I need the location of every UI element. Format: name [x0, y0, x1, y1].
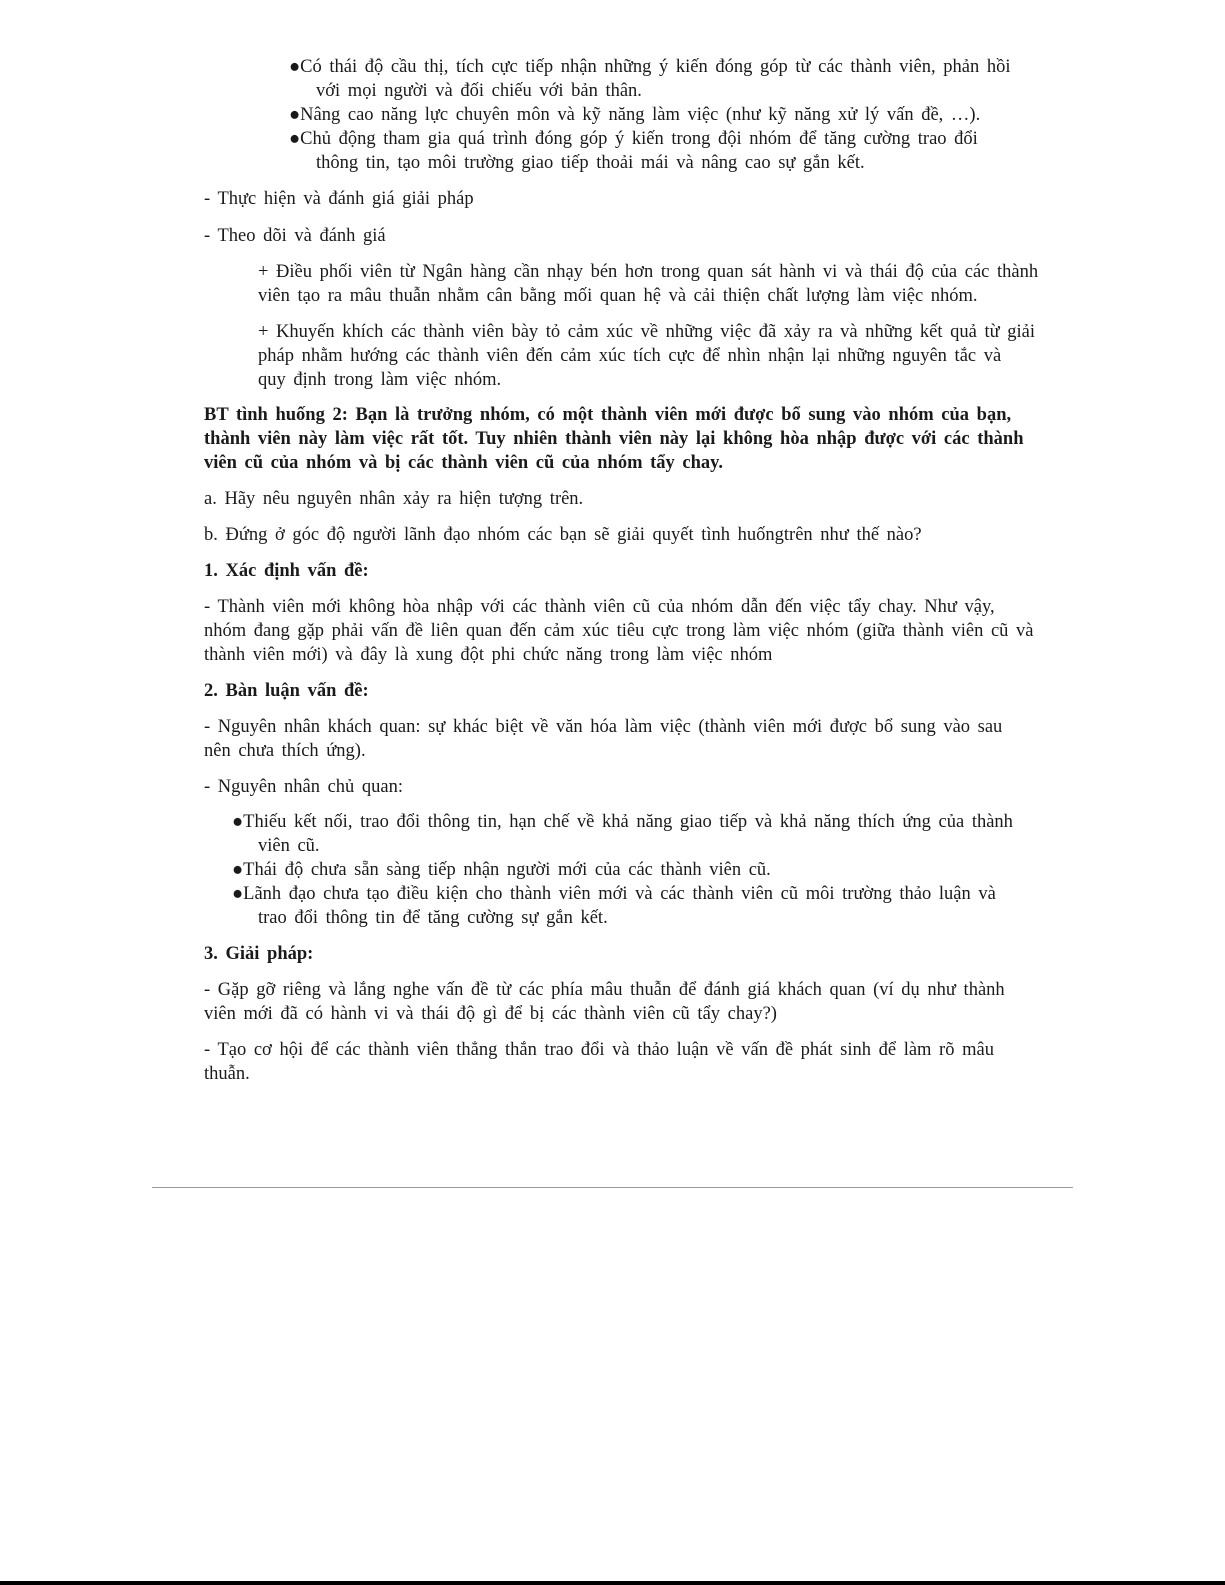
text-line: ●Nâng cao năng lực chuyên môn và kỹ năng làm việc (như kỹ năng xử lý vấn đề, …). [289, 105, 981, 125]
text-line: ●Chủ động tham gia quá trình đóng góp ý kiến trong đội nhóm để tăng cường trao đổi [289, 129, 978, 149]
text-line: - Tạo cơ hội để các thành viên thẳng thắn trao đổi và thảo luận về vấn đề phát sinh để làm rõ mâu [204, 1040, 994, 1060]
text-line: nên chưa thích ứng). [204, 741, 366, 761]
text-line: với mọi người và đối chiếu với bản thân. [316, 81, 642, 101]
text-line: - Theo dõi và đánh giá [204, 226, 386, 246]
text-line: ●Thái độ chưa sẵn sàng tiếp nhận người mới của các thành viên cũ. [232, 860, 771, 880]
section-heading: 2. Bàn luận vấn đề: [204, 681, 369, 701]
section-heading: 1. Xác định vấn đề: [204, 561, 369, 581]
text-line: thành viên mới) và đây là xung đột phi chức năng trong làm việc nhóm [204, 645, 773, 665]
document-body [204, 52, 1072, 1102]
exercise-heading: thành viên này làm việc rất tốt. Tuy nhiên thành viên này lại không hòa nhập được với các thành [204, 429, 1024, 449]
text-line: ●Có thái độ cầu thị, tích cực tiếp nhận những ý kiến đóng góp từ các thành viên, phản hồi [289, 57, 1011, 77]
text-line: ●Thiếu kết nối, trao đổi thông tin, hạn chế về khả năng giao tiếp và khả năng thích ứng của thành [232, 812, 1013, 832]
text-line: trao đổi thông tin để tăng cường sự gắn kết. [258, 908, 608, 928]
text-line: viên cũ. [258, 836, 320, 856]
text-line: pháp nhằm hướng các thành viên đến cảm xúc tích cực để nhìn nhận lại những nguyên tắc và [258, 346, 1002, 366]
text-line: nhóm đang gặp phải vấn đề liên quan đến cảm xúc tiêu cực trong làm việc nhóm (giữa thành viên cũ và [204, 621, 1034, 641]
text-line: - Nguyên nhân chủ quan: [204, 777, 404, 797]
text-line: ●Lãnh đạo chưa tạo điều kiện cho thành viên mới và các thành viên cũ môi trường thảo luận và [232, 884, 996, 904]
text-line: - Thực hiện và đánh giá giải pháp [204, 189, 474, 209]
text-line: quy định trong làm việc nhóm. [258, 370, 502, 390]
exercise-heading: viên cũ của nhóm và bị các thành viên cũ của nhóm tẩy chay. [204, 453, 724, 473]
text-line: a. Hãy nêu nguyên nhân xảy ra hiện tượng trên. [204, 489, 584, 509]
text-line: thuẫn. [204, 1064, 250, 1084]
text-line: b. Đứng ở góc độ người lãnh đạo nhóm các bạn sẽ giải quyết tình huốngtrên như thế nào? [204, 525, 922, 545]
text-line: thông tin, tạo môi trường giao tiếp thoải mái và nâng cao sự gắn kết. [316, 153, 865, 173]
text-line: - Nguyên nhân khách quan: sự khác biệt về văn hóa làm việc (thành viên mới được bổ sung vào sau [204, 717, 1003, 737]
section-heading: 3. Giải pháp: [204, 944, 314, 964]
footer-divider [152, 1187, 1073, 1188]
text-line: viên tạo ra mâu thuẫn nhằm cân bằng mối quan hệ và cải thiện chất lượng làm việc nhóm. [258, 286, 978, 306]
text-line: + Điều phối viên từ Ngân hàng cần nhạy bén hơn trong quan sát hành vi và thái độ của các thành [258, 262, 1039, 282]
page-bottom-border [0, 1581, 1225, 1585]
text-line: - Thành viên mới không hòa nhập với các thành viên cũ của nhóm dẫn đến việc tẩy chay. Như vậy, [204, 597, 995, 617]
text-line: - Gặp gỡ riêng và lắng nghe vấn đề từ các phía mâu thuẫn để đánh giá khách quan (ví dụ như thành [204, 980, 1005, 1000]
text-line: viên mới đã có hành vi và thái độ gì để bị các thành viên cũ tẩy chay?) [204, 1004, 777, 1024]
text-line: + Khuyến khích các thành viên bày tỏ cảm xúc về những việc đã xảy ra và những kết quả từ giải [258, 322, 1035, 342]
exercise-heading: BT tình huống 2: Bạn là trưởng nhóm, có một thành viên mới được bổ sung vào nhóm của bạn, [204, 405, 1012, 425]
